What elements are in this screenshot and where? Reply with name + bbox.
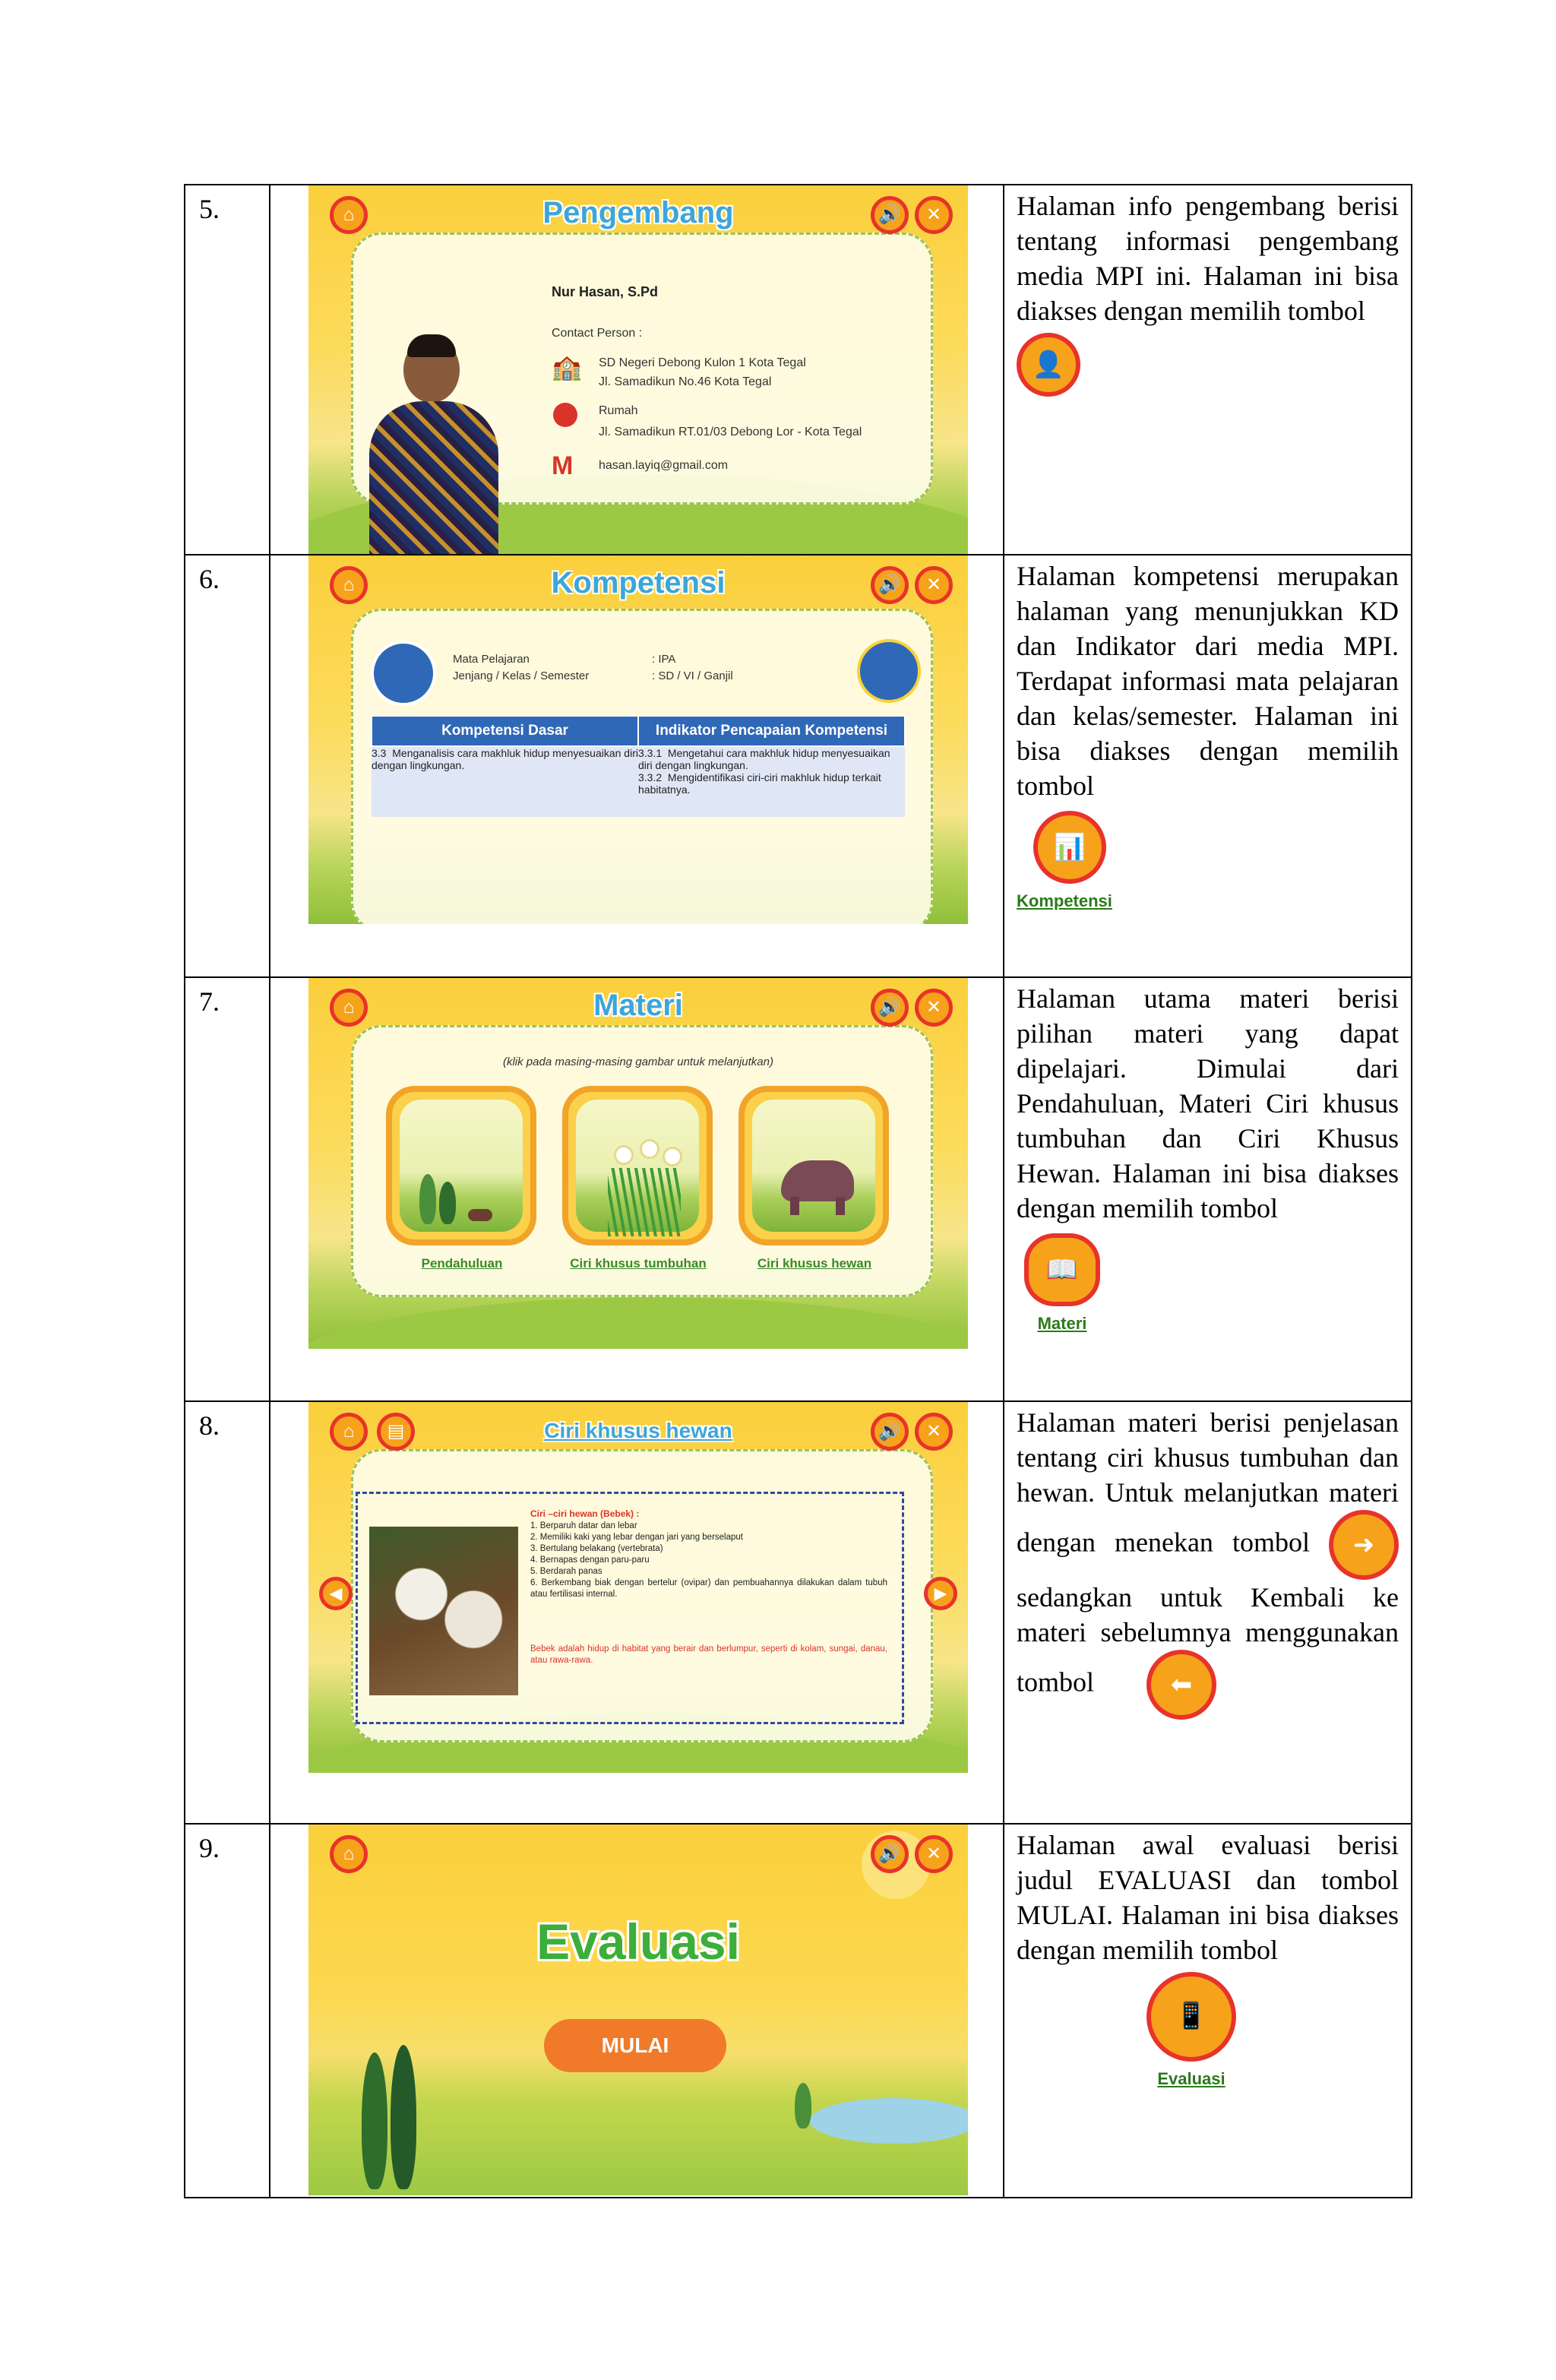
close-icon[interactable]: ✕ xyxy=(915,1413,953,1451)
mulai-button[interactable]: MULAI xyxy=(544,2019,726,2072)
materi-screen xyxy=(308,978,968,1349)
description-text: sedangkan untuk Kembali ke materi sebelumnya menggunakan tombol xyxy=(1017,1582,1399,1698)
home-icon[interactable]: ⌂ xyxy=(330,1413,368,1451)
email-text: hasan.layiq@gmail.com xyxy=(599,459,729,472)
row-number: 5. xyxy=(185,185,270,555)
tablet-icon: 📱 xyxy=(1146,1972,1236,2062)
book-icon: 📖 xyxy=(1024,1233,1100,1306)
home-address-line2: Jl. Samadikun RT.01/03 Debong Lor - Kota Tegal xyxy=(599,426,862,438)
next-arrow-icon[interactable]: ▶ xyxy=(924,1577,957,1610)
home-icon[interactable]: ⌂ xyxy=(330,196,368,234)
sound-icon[interactable]: 🔊 xyxy=(871,196,909,234)
indicator-cell: 3.3.2 Mengidentifikasi ciri-ciri makhluk hidup terkait habitatnya. xyxy=(638,771,905,817)
home-address-line1: Rumah xyxy=(599,404,638,417)
description-text: Halaman materi berisi penjelasan tentang ciri khusus tumbuhan dan hewan. Untuk melanjutkan materi dengan menekan tombol xyxy=(1017,1407,1399,1558)
table-row xyxy=(185,1824,1412,2198)
description-cell xyxy=(1004,1401,1412,1824)
close-icon[interactable]: ✕ xyxy=(915,989,953,1027)
pengembang-screen xyxy=(308,185,968,554)
description-text: Halaman awal evaluasi berisi judul EVALUASI dan tombol MULAI. Halaman ini bisa diakses dengan memilih tombol xyxy=(1017,1830,1399,1965)
sound-icon[interactable]: 🔊 xyxy=(871,989,909,1027)
close-icon[interactable]: ✕ xyxy=(915,196,953,234)
description-text: Halaman info pengembang berisi tentang informasi pengembang media MPI ini. Halaman ini bisa diakses dengan memilih tombol xyxy=(1017,191,1399,326)
row-number: 8. xyxy=(185,1401,270,1824)
subject-value: : IPA xyxy=(652,653,676,666)
card-label[interactable]: Ciri khusus hewan xyxy=(757,1256,872,1271)
evaluasi-title: Evaluasi xyxy=(536,1913,740,1970)
list-item: 6. Berkembang biak dengan bertelur (ovipar) dan pembuahannya dilakukan dalam tubuh atau fertilisasi internal. xyxy=(530,1578,887,1599)
icon-caption: Kompetensi xyxy=(1017,891,1112,910)
chart-icon: 📊 xyxy=(1033,811,1106,884)
table-row xyxy=(185,185,1412,555)
icon-caption: Evaluasi xyxy=(1157,2069,1226,2088)
table-row xyxy=(185,1401,1412,1824)
card-label[interactable]: Ciri khusus tumbuhan xyxy=(570,1256,707,1271)
description-cell xyxy=(1004,1824,1412,2198)
habitat-text: Bebek adalah hidup di habitat yang berair dan berlumpur, seperti di kolam, sungai, danau, atau rawa-rawa. xyxy=(530,1644,887,1665)
content-table xyxy=(184,184,1412,2198)
content-heading: Ciri –ciri hewan (Bebek) : xyxy=(530,1508,640,1519)
school-icon: 🏫 xyxy=(552,353,582,381)
description-cell xyxy=(1004,185,1412,555)
table-row xyxy=(185,977,1412,1401)
list-item: 1. Berparuh datar dan lebar xyxy=(530,1521,637,1530)
description-text: Halaman kompetensi merupakan halaman yang menunjukkan KD dan Indikator dari media MPI. Terdapat informasi mata pelajaran dan kelas/semester. Halaman ini bisa diakses dengan memilih tombol xyxy=(1017,561,1399,801)
list-item: 4. Bernapas dengan paru-paru xyxy=(530,1556,650,1565)
list-item: 2. Memiliki kaki yang lebar dengan jari yang berselaput xyxy=(530,1533,743,1542)
close-icon[interactable]: ✕ xyxy=(915,566,953,604)
school-logo-icon xyxy=(857,639,921,703)
screenshot-cell xyxy=(270,1401,1004,1824)
pond xyxy=(810,2098,968,2144)
row-number: 9. xyxy=(185,1824,270,2198)
home-icon[interactable]: ⌂ xyxy=(330,1835,368,1873)
list-item: 5. Berdarah panas xyxy=(530,1567,602,1576)
menu-icon[interactable]: ▤ xyxy=(377,1413,415,1451)
screen-title: Pengembang xyxy=(542,196,734,229)
description-cell xyxy=(1004,977,1412,1401)
home-address-icon xyxy=(553,403,577,427)
ciri-hewan-card[interactable] xyxy=(738,1086,889,1245)
level-label: Jenjang / Kelas / Semester xyxy=(453,669,590,682)
sound-icon[interactable]: 🔊 xyxy=(871,1413,909,1451)
developer-photo xyxy=(369,337,498,554)
card-label[interactable]: Pendahuluan xyxy=(421,1256,503,1271)
screen-title: Ciri khusus hewan xyxy=(544,1419,732,1442)
level-value: : SD / VI / Ganjil xyxy=(652,669,733,682)
prev-arrow-icon[interactable]: ◀ xyxy=(319,1577,353,1610)
duck-photo xyxy=(369,1527,518,1695)
screenshot-cell xyxy=(270,185,1004,555)
developer-name: Nur Hasan, S.Pd xyxy=(552,284,659,299)
kd-cell: 3.3 Menganalisis cara makhluk hidup menyesuaikan diri dengan lingkungan. xyxy=(372,747,638,771)
description-cell xyxy=(1004,555,1412,977)
sound-icon[interactable]: 🔊 xyxy=(871,566,909,604)
screenshot-cell xyxy=(270,1824,1004,2198)
mail-icon: M xyxy=(552,451,574,480)
close-icon[interactable]: ✕ xyxy=(915,1835,953,1873)
pendahuluan-card[interactable] xyxy=(386,1086,536,1245)
competency-table xyxy=(371,715,906,817)
indicator-cell: 3.3.1 Mengetahui cara makhluk hidup menyesuaikan diri dengan lingkungan. xyxy=(638,746,905,771)
home-icon[interactable]: ⌂ xyxy=(330,989,368,1027)
subject-label: Mata Pelajaran xyxy=(453,653,530,666)
column-header: Indikator Pencapaian Kompetensi xyxy=(638,716,905,746)
person-icon: 👤 xyxy=(1017,333,1080,397)
screenshot-cell xyxy=(270,555,1004,977)
rhino-icon xyxy=(781,1160,854,1201)
list-item: 3. Bertulang belakang (vertebrata) xyxy=(530,1544,663,1553)
next-arrow-icon: ➜ xyxy=(1329,1510,1399,1580)
animal-icon xyxy=(468,1209,492,1221)
sound-icon[interactable]: 🔊 xyxy=(871,1835,909,1873)
kompetensi-screen xyxy=(308,555,968,924)
feature-list xyxy=(530,1521,887,1600)
description-text: Halaman utama materi berisi pilihan materi yang dapat dipelajari. Dimulai dari Pendahuluan, Materi Ciri khusus tumbuhan dan Ciri Khusus Hewan. Halaman ini bisa diakses dengan memilih tombol xyxy=(1017,983,1399,1223)
back-arrow-icon: ⬅ xyxy=(1146,1650,1216,1720)
contact-label: Contact Person : xyxy=(552,327,643,340)
row-number: 6. xyxy=(185,555,270,977)
screen-title: Kompetensi xyxy=(551,566,726,600)
column-header: Kompetensi Dasar xyxy=(372,716,638,746)
row-number: 7. xyxy=(185,977,270,1401)
table-row xyxy=(185,555,1412,977)
instruction-text: (klik pada masing-masing gambar untuk melanjutkan) xyxy=(502,1055,773,1068)
school-address-line1: SD Negeri Debong Kulon 1 Kota Tegal xyxy=(599,356,806,369)
screenshot-cell xyxy=(270,977,1004,1401)
screen-title: Materi xyxy=(593,989,683,1022)
kd-cell xyxy=(372,771,638,817)
ciri-tumbuhan-card[interactable] xyxy=(562,1086,713,1245)
icon-caption: Materi xyxy=(1037,1314,1087,1333)
home-icon[interactable]: ⌂ xyxy=(330,566,368,604)
school-address-line2: Jl. Samadikun No.46 Kota Tegal xyxy=(599,375,772,388)
ciri-hewan-screen xyxy=(308,1402,968,1773)
plant-icon xyxy=(608,1168,681,1236)
ministry-logo-icon xyxy=(371,641,436,706)
evaluasi-screen xyxy=(308,1825,968,2195)
